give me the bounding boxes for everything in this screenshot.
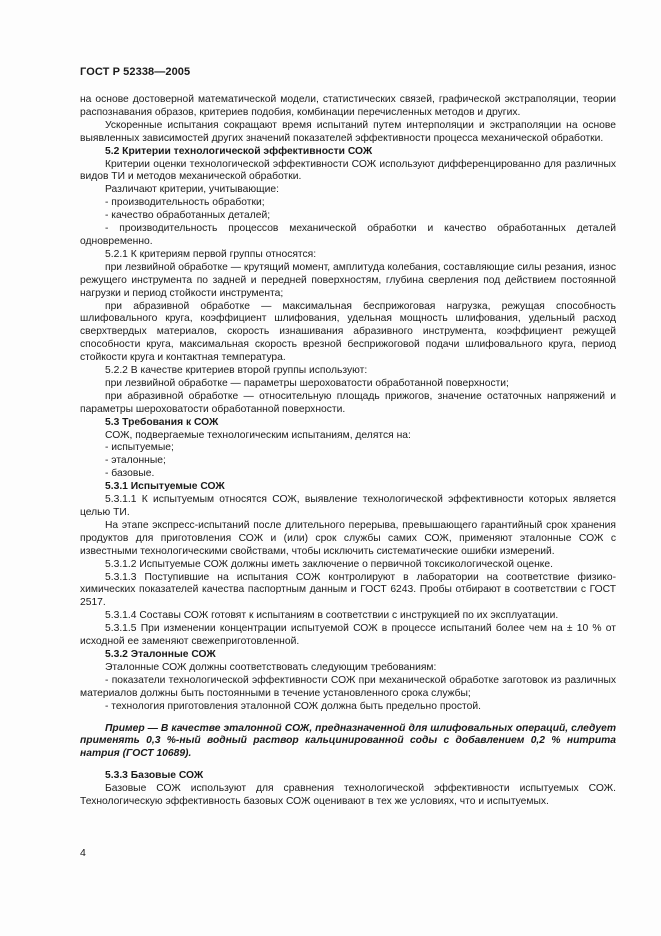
paragraph: 5.3.1.4 Составы СОЖ готовят к испытаниям в соответствии с инструкцией по их эксплуатации. [105,610,559,622]
list-item: - производительность процессов механической обработки и качество обработанных деталей одновременно. [80,223,616,247]
paragraph: 5.3.1.1 К испытуемым относятся СОЖ, выявление технологической эффективности которых является целью ТИ. [80,494,616,518]
section-heading: 5.3 Требования к СОЖ [105,416,219,428]
paragraph: при лезвийной обработке — крутящий момент, амплитуда колебания, составляющие силы резания, износ режущего инструмента по задней и передней поверхностям, глубина сверления под действием постоянной нагрузки и период стойкости инструмента; [80,261,616,299]
paragraph: 5.3.1.5 При изменении концентрации испытуемой СОЖ в процессе испытаний более чем на ± 10 % от исходной ее заменяют свежеприготовленной. [80,623,616,648]
paragraph: Базовые СОЖ используют для сравнения технологической эффективности испытуемых СОЖ. Технологическую эффективность базовых СОЖ оценивают в тех же условиях, что и испытуемых. [80,783,616,808]
paragraph: при абразивной обработке — максимальная бесприжоговая нагрузка, режущая способность шлифовального круга, коэффициент шлифования, удельная мощность шлифования, удельный расход сверхтвердых материалов, скорость изнашивания абразивного инструмента, коэффициент режущей способности круга, максимальная скорость врезной бесприжоговой подачи шлифовального круга, период стойкости круга и контактная температура. [80,300,616,364]
paragraph: при абразивной обработке — относительную площадь прижогов, значение остаточных напряжений и параметры шероховатости обработанной поверхности. [80,390,616,415]
paragraph: На этапе экспресс-испытаний после длительного перерыва, превышающего гарантийный срок хранения продуктов для приготовления СОЖ и (или) срок службы самих СОЖ, применяют эталонные СОЖ с известными технологическими свойствами, чтобы исключить систематические ошибки измерений. [80,519,616,557]
subsection-heading: 5.3.1 Испытуемые СОЖ [105,481,225,493]
paragraph: 5.3.1.2 Испытуемые СОЖ должны иметь заключение о первичной токсикологической оценке. [105,558,553,570]
paragraph: Ускоренные испытания сокращают время испытаний путем интерполяции и экстраполяции на основе выявленных зависимостей других значений показателей эффективности процесса механической обработки. [80,119,616,144]
paragraph: Эталонные СОЖ должны соответствовать следующим требованиям: [105,661,437,673]
paragraph: Различают критерии, учитывающие: [105,184,279,196]
list-item: - производительность обработки; [105,197,265,209]
subsection-heading: 5.3.2 Эталонные СОЖ [105,648,216,660]
page-number: 4 [80,847,86,859]
paragraph: при лезвийной обработке — параметры шероховатости обработанной поверхности; [105,377,509,389]
paragraph: на основе достоверной математической модели, статистических связей, графической экстраполяции, теории распознавания образов, критериев подобия, комбинации перечисленных методов и других. [80,94,616,118]
list-item: - базовые. [105,468,155,480]
subsection-paragraph: 5.2.1 К критериям первой группы относятся: [105,248,317,260]
document-body [80,94,616,809]
document-header: ГОСТ Р 52338—2005 [80,66,191,78]
list-item: - эталонные; [105,455,166,467]
subsection-paragraph: 5.2.2 В качестве критериев второй группы используют: [105,365,368,377]
list-item: - качество обработанных деталей; [105,210,271,222]
paragraph: 5.3.1.3 Поступившие на испытания СОЖ контролируют в лаборатории на соответствие физико-химических показателей качества паспортным данным и ГОСТ 6243. Пробы отбирают в соответствии с ГОСТ 2517. [80,571,616,609]
section-heading: 5.2 Критерии технологической эффективности СОЖ [105,145,373,157]
list-item: - испытуемые; [105,442,174,454]
list-item: - показатели технологической эффективности СОЖ при механической обработке заготовок из различных материалов должны быть постоянными в течение установленного срока службы; [80,674,616,699]
paragraph: СОЖ, подвергаемые технологическим испытаниям, делятся на: [105,429,411,441]
subsection-heading: 5.3.3 Базовые СОЖ [105,770,204,782]
paragraph: Критерии оценки технологической эффективности СОЖ используют дифференцированно для различных видов ТИ и методов механической обработки. [80,158,616,183]
list-item: - технология приготовления эталонной СОЖ должна быть предельно простой. [105,700,481,712]
example-note: Пример — В качестве эталонной СОЖ, предназначенной для шлифовальных операций, следует применять 0,3 %-ный водный раствор кальцинированной соды с добавлением 0,2 % нитрита натрия (ГОСТ 10689). [80,722,616,760]
